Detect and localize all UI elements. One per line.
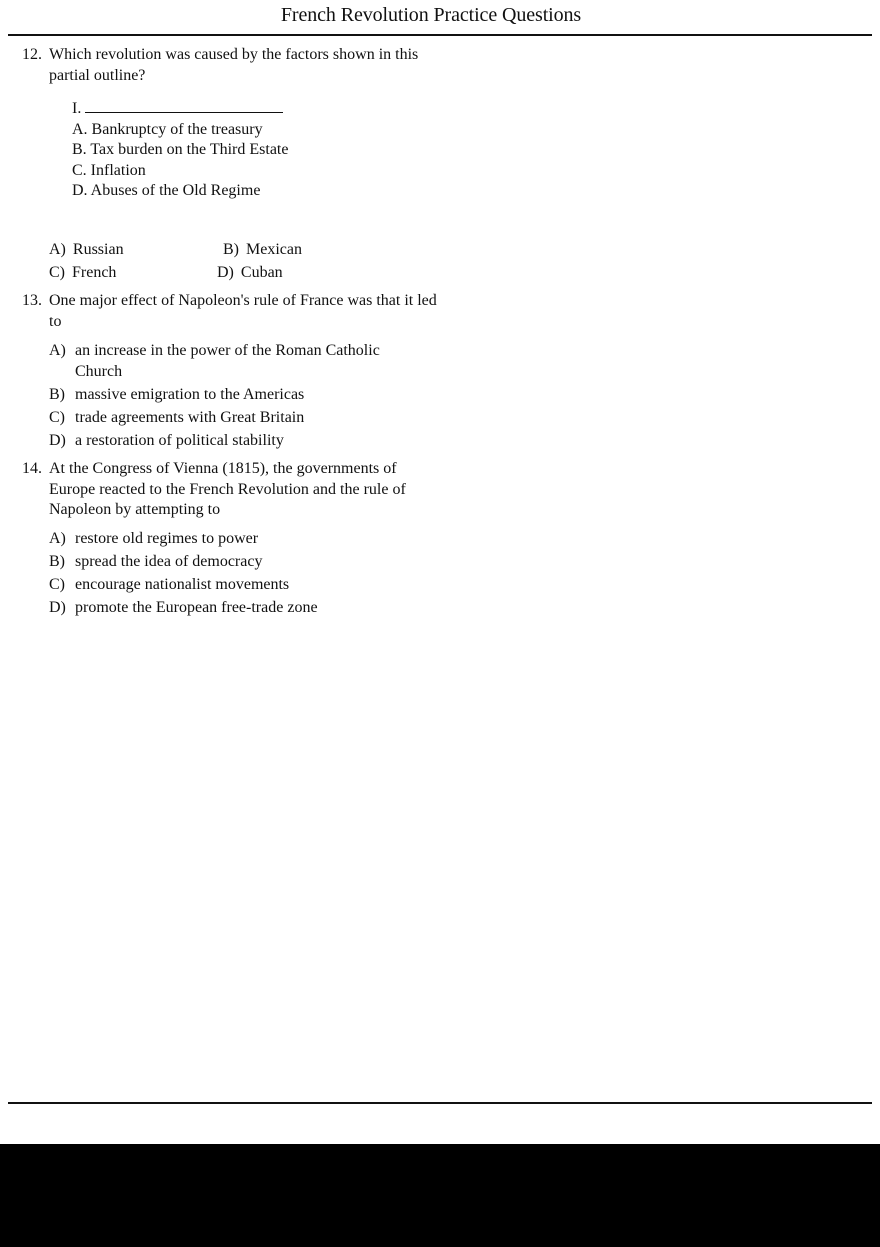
choice-c[interactable]: C) French xyxy=(49,264,117,281)
choice-b[interactable]: B) massive emigration to the Americas xyxy=(49,385,305,403)
outline-heading: I. xyxy=(72,98,442,120)
blank-line xyxy=(85,98,283,113)
header-divider xyxy=(8,34,872,36)
question-12 xyxy=(22,45,442,202)
choice-list xyxy=(49,341,442,451)
question-number: 14. xyxy=(22,460,42,477)
choice-a[interactable]: A) restore old regimes to power xyxy=(49,529,259,547)
black-band xyxy=(0,1144,880,1247)
choice-a[interactable]: A) an increase in the power of the Roman Catholic Church xyxy=(49,342,380,380)
page-title: French Revolution Practice Questions xyxy=(280,4,582,26)
question-stem: Which revolution was caused by the factors shown in this partial outline? xyxy=(49,46,419,84)
outline-item: B. Tax burden on the Third Estate xyxy=(72,141,289,158)
choice-d[interactable]: D) a restoration of political stability xyxy=(49,431,284,449)
choice-b[interactable]: B) Mexican xyxy=(223,241,302,258)
choice-c[interactable]: C) trade agreements with Great Britain xyxy=(49,408,305,426)
choice-b[interactable]: B) spread the idea of democracy xyxy=(49,552,263,570)
choice-a[interactable]: A) Russian xyxy=(49,241,124,258)
outline-item: D. Abuses of the Old Regime xyxy=(72,182,261,199)
outline-item: C. Inflation xyxy=(72,161,146,179)
question-stem: One major effect of Napoleon's rule of France was that it led to xyxy=(49,292,437,330)
choice-d[interactable]: D) Cuban xyxy=(217,264,283,281)
question-14 xyxy=(22,459,442,621)
question-13 xyxy=(22,291,442,454)
outline-item: A. Bankruptcy of the treasury xyxy=(72,120,263,138)
footer-divider xyxy=(8,1102,872,1104)
choice-d[interactable]: D) promote the European free-trade zone xyxy=(49,598,318,616)
partial-outline xyxy=(72,98,442,202)
question-number: 13. xyxy=(22,292,42,309)
question-stem: At the Congress of Vienna (1815), the governments of Europe reacted to the French Revolution and the rule of Napoleon by attempting to xyxy=(49,460,406,518)
choice-list xyxy=(49,529,442,619)
choice-c[interactable]: C) encourage nationalist movements xyxy=(49,575,290,593)
question-number: 12. xyxy=(22,46,42,63)
